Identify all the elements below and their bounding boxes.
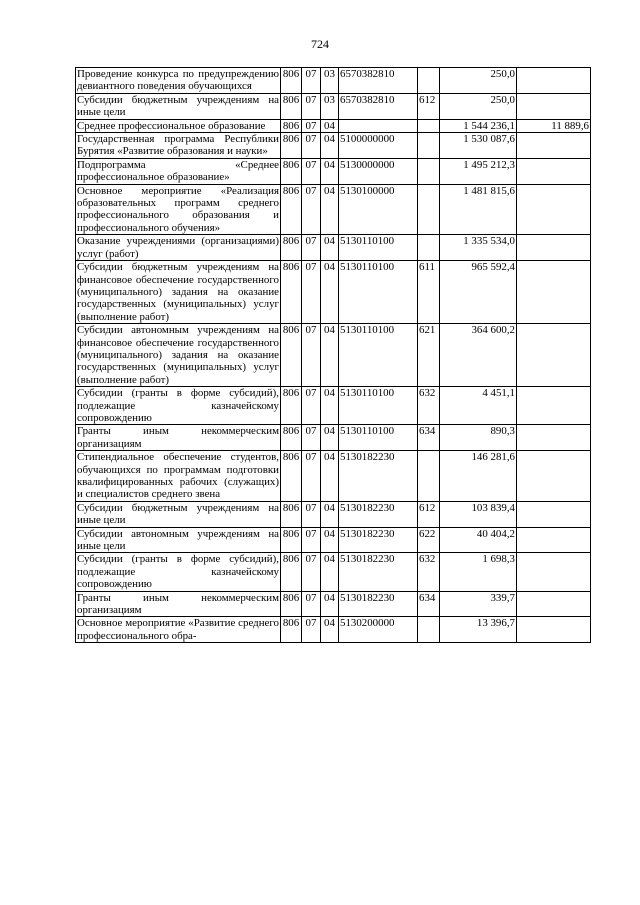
amount-total: 146 281,6 — [440, 451, 517, 502]
ved-code: 806 — [281, 591, 302, 617]
amount-secondary — [517, 425, 591, 451]
expense-type-code: 612 — [418, 93, 440, 119]
expense-type-code: 632 — [418, 553, 440, 591]
subsection-code: 03 — [321, 68, 339, 94]
ved-code: 806 — [281, 425, 302, 451]
ved-code: 806 — [281, 93, 302, 119]
amount-total: 1 544 236,1 — [440, 119, 517, 132]
amount-secondary — [517, 68, 591, 94]
page-number: 724 — [311, 37, 329, 51]
subsection-code: 04 — [321, 591, 339, 617]
amount-secondary — [517, 451, 591, 502]
expense-name: Субсидии автономным учреждениям на финансовое обеспечение государственного (муниципального) задания на оказание государственных (муниципальных) услуг (выполнение работ) — [77, 324, 279, 386]
amount-secondary — [517, 93, 591, 119]
subsection-code: 04 — [321, 425, 339, 451]
expense-name: Оказание учреждениями (организациями) услуг (работ) — [77, 235, 279, 260]
section-code: 07 — [302, 527, 321, 553]
subsection-code: 04 — [321, 184, 339, 235]
section-code: 07 — [302, 93, 321, 119]
ved-code: 806 — [281, 119, 302, 132]
ved-code: 806 — [281, 451, 302, 502]
section-code: 07 — [302, 68, 321, 94]
section-code: 07 — [302, 261, 321, 324]
ved-code: 806 — [281, 553, 302, 591]
amount-total: 364 600,2 — [440, 324, 517, 387]
target-article-code: 5130100000 — [339, 184, 418, 235]
target-article-code: 5130182230 — [339, 553, 418, 591]
expense-type-code — [418, 68, 440, 94]
target-article-code: 5130182230 — [339, 527, 418, 553]
section-code: 07 — [302, 235, 321, 261]
table-row — [76, 387, 591, 425]
section-code: 07 — [302, 425, 321, 451]
amount-total: 1 481 815,6 — [440, 184, 517, 235]
target-article-code: 5130182230 — [339, 451, 418, 502]
expense-name: Гранты иным некоммерческим организациям — [77, 425, 279, 450]
table-row — [76, 425, 591, 451]
amount-secondary — [517, 261, 591, 324]
table-row — [76, 68, 591, 94]
expense-name: Государственная программа Республики Бурятия «Развитие образования и науки» — [77, 133, 279, 158]
amount-secondary — [517, 184, 591, 235]
expense-type-code: 621 — [418, 324, 440, 387]
expense-type-code: 634 — [418, 425, 440, 451]
ved-code: 806 — [281, 501, 302, 527]
target-article-code: 5130110100 — [339, 387, 418, 425]
amount-secondary — [517, 501, 591, 527]
expense-name: Субсидии бюджетным учреждениям на финансовое обеспечение государственного (муниципального) задания на оказание государственных (муниципальных) услуг (выполнение работ) — [77, 261, 279, 323]
target-article-code: 5130110100 — [339, 261, 418, 324]
amount-secondary — [517, 527, 591, 553]
amount-total: 1 495 212,3 — [440, 158, 517, 184]
amount-total: 40 404,2 — [440, 527, 517, 553]
section-code: 07 — [302, 387, 321, 425]
amount-secondary — [517, 158, 591, 184]
section-code: 07 — [302, 119, 321, 132]
ved-code: 806 — [281, 184, 302, 235]
target-article-code: 5100000000 — [339, 133, 418, 159]
table-row — [76, 133, 591, 159]
expense-type-code: 622 — [418, 527, 440, 553]
amount-total: 890,3 — [440, 425, 517, 451]
target-article-code: 5130182230 — [339, 591, 418, 617]
subsection-code: 04 — [321, 501, 339, 527]
subsection-code: 04 — [321, 553, 339, 591]
expense-name: Среднее профессиональное образование — [76, 119, 281, 132]
amount-secondary: 11 889,6 — [517, 119, 591, 132]
section-code: 07 — [302, 617, 321, 643]
amount-secondary — [517, 553, 591, 591]
expense-type-code — [418, 158, 440, 184]
ved-code: 806 — [281, 235, 302, 261]
amount-total: 339,7 — [440, 591, 517, 617]
ved-code: 806 — [281, 261, 302, 324]
amount-secondary — [517, 387, 591, 425]
subsection-code: 04 — [321, 451, 339, 502]
table-row — [76, 158, 591, 184]
amount-secondary — [517, 617, 591, 643]
expense-name: Проведение конкурса по предупреждению девиантного поведения обучающихся — [77, 68, 279, 93]
expense-name: Субсидии (гранты в форме субсидий), подлежащие казначейскому сопровождению — [77, 387, 279, 424]
section-code: 07 — [302, 133, 321, 159]
expense-name: Субсидии бюджетным учреждениям на иные цели — [77, 501, 279, 527]
target-article-code: 6570382810 — [339, 68, 418, 94]
table-row — [76, 119, 591, 132]
table-row — [76, 235, 591, 261]
expense-type-code — [418, 184, 440, 235]
subsection-code: 04 — [321, 527, 339, 553]
expense-type-code: 634 — [418, 591, 440, 617]
table-row — [76, 591, 591, 617]
subsection-code: 04 — [321, 617, 339, 643]
target-article-code: 5130200000 — [339, 617, 418, 643]
amount-secondary — [517, 133, 591, 159]
ved-code: 806 — [281, 324, 302, 387]
amount-total: 103 839,4 — [440, 501, 517, 527]
table-row — [76, 184, 591, 235]
subsection-code: 04 — [321, 261, 339, 324]
expense-type-code — [418, 119, 440, 132]
amount-secondary — [517, 235, 591, 261]
amount-total: 1 698,3 — [440, 553, 517, 591]
subsection-code: 04 — [321, 324, 339, 387]
amount-total: 4 451,1 — [440, 387, 517, 425]
section-code: 07 — [302, 184, 321, 235]
amount-total: 1 530 087,6 — [440, 133, 517, 159]
table-row — [76, 261, 591, 324]
amount-total: 13 396,7 — [440, 617, 517, 643]
expense-type-code: 611 — [418, 261, 440, 324]
expense-name: Подпрограмма «Среднее профессиональное образование» — [77, 158, 279, 184]
expense-name: Субсидии (гранты в форме субсидий), подлежащие казначейскому сопровождению — [77, 553, 279, 591]
table-row — [76, 501, 591, 527]
subsection-code: 04 — [321, 133, 339, 159]
expense-name: Субсидии бюджетным учреждениям на иные цели — [77, 93, 279, 119]
table-row — [76, 617, 591, 643]
expense-name: Стипендиальное обеспечение студентов, обучающихся по программам подготовки квалифицированных рабочих (служащих) и специалистов среднего звена — [77, 451, 279, 501]
subsection-code: 03 — [321, 93, 339, 119]
subsection-code: 04 — [321, 235, 339, 261]
expense-type-code — [418, 235, 440, 261]
expense-name: Субсидии автономным учреждениям на иные цели — [77, 527, 279, 553]
table-row — [76, 451, 591, 502]
expense-name: Основное мероприятие «Развитие среднего профессионального обра- — [77, 617, 279, 642]
ved-code: 806 — [281, 387, 302, 425]
amount-secondary — [517, 591, 591, 617]
target-article-code: 5130110100 — [339, 324, 418, 387]
expense-type-code — [418, 451, 440, 502]
expense-type-code: 632 — [418, 387, 440, 425]
target-article-code: 5130110100 — [339, 425, 418, 451]
table-row — [76, 553, 591, 591]
expense-type-code — [418, 133, 440, 159]
subsection-code: 04 — [321, 119, 339, 132]
target-article-code — [339, 119, 418, 132]
table-body — [76, 68, 591, 643]
section-code: 07 — [302, 451, 321, 502]
table-row — [76, 324, 591, 387]
target-article-code: 5130182230 — [339, 501, 418, 527]
amount-total: 965 592,4 — [440, 261, 517, 324]
ved-code: 806 — [281, 68, 302, 94]
expense-type-code: 612 — [418, 501, 440, 527]
section-code: 07 — [302, 501, 321, 527]
target-article-code: 5130110100 — [339, 235, 418, 261]
amount-secondary — [517, 324, 591, 387]
section-code: 07 — [302, 158, 321, 184]
ved-code: 806 — [281, 617, 302, 643]
expense-name: Гранты иным некоммерческим организациям — [77, 591, 279, 617]
target-article-code: 6570382810 — [339, 93, 418, 119]
table-row — [76, 93, 591, 119]
table-row — [76, 527, 591, 553]
section-code: 07 — [302, 553, 321, 591]
budget-table — [75, 67, 591, 643]
amount-total: 1 335 534,0 — [440, 235, 517, 261]
subsection-code: 04 — [321, 158, 339, 184]
ved-code: 806 — [281, 133, 302, 159]
ved-code: 806 — [281, 158, 302, 184]
target-article-code: 5130000000 — [339, 158, 418, 184]
expense-name: Основное мероприятие «Реализация образовательных программ среднего профессионального образования и профессионального обучения» — [77, 184, 279, 234]
section-code: 07 — [302, 591, 321, 617]
ved-code: 806 — [281, 527, 302, 553]
section-code: 07 — [302, 324, 321, 387]
subsection-code: 04 — [321, 387, 339, 425]
amount-total: 250,0 — [440, 68, 517, 94]
expense-type-code — [418, 617, 440, 643]
amount-total: 250,0 — [440, 93, 517, 119]
